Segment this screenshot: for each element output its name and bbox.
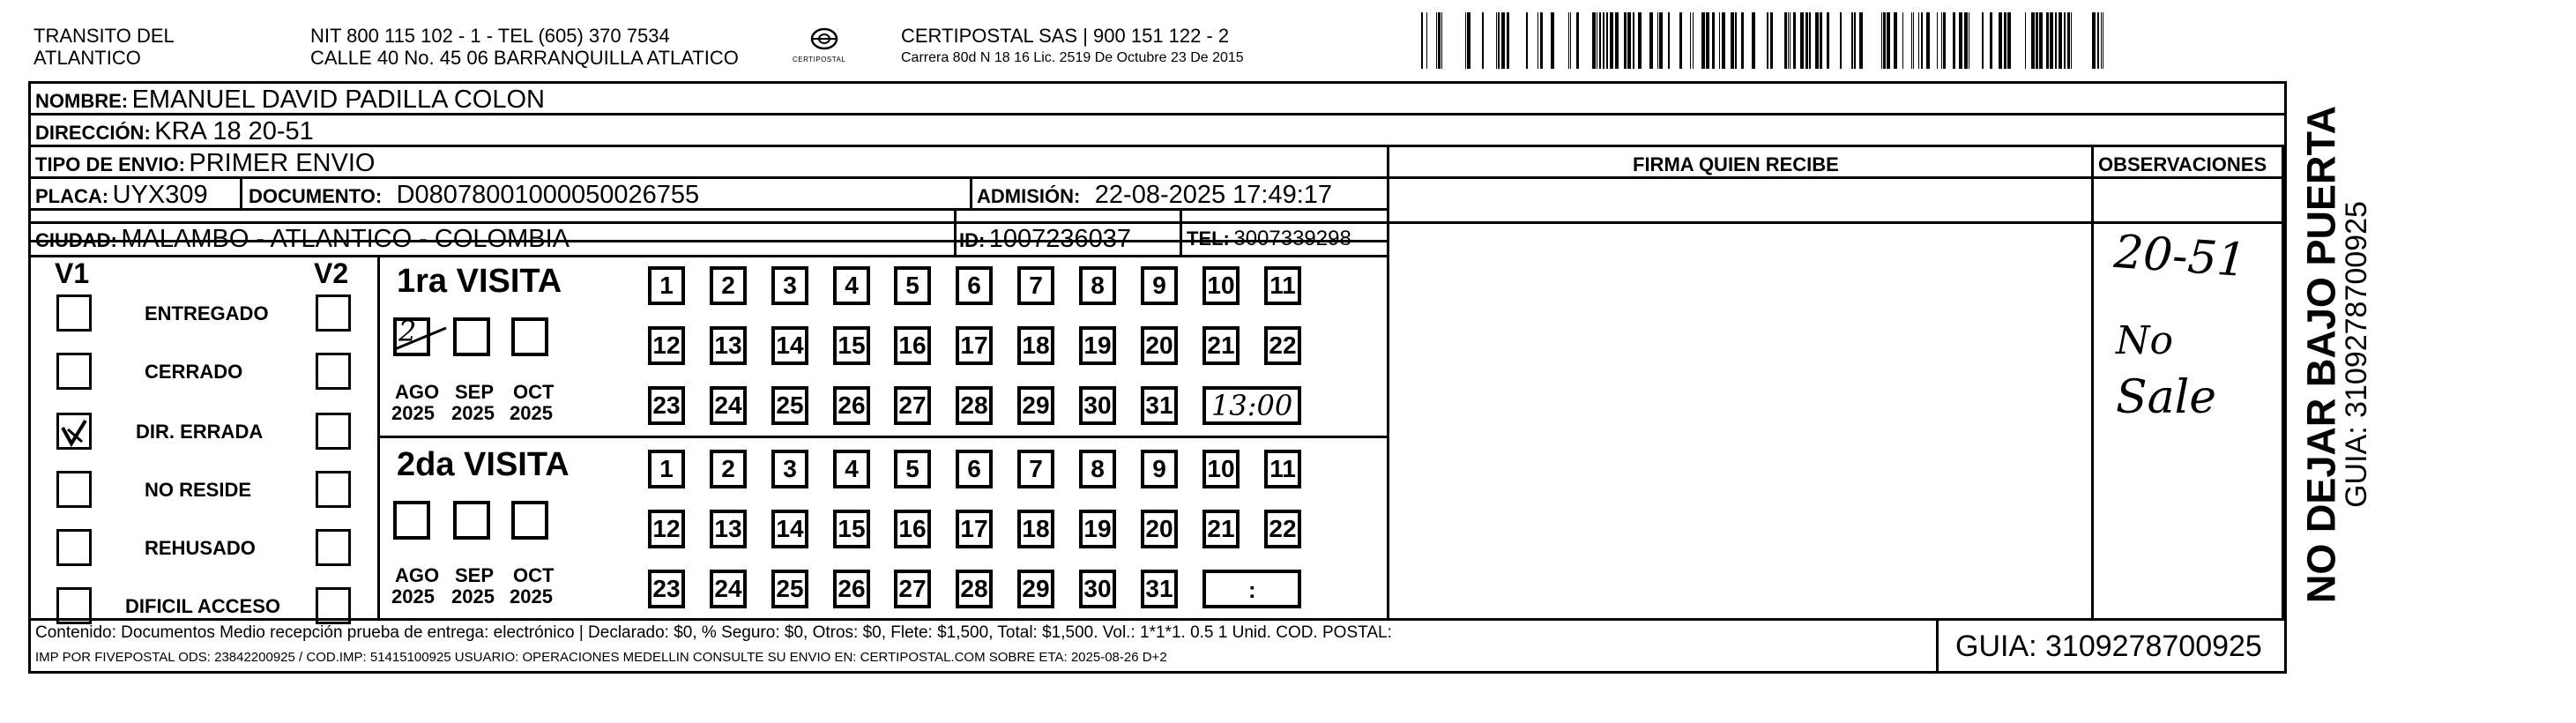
tel-value: 3007339298 bbox=[1233, 227, 1351, 250]
day-box: 27 bbox=[894, 570, 931, 608]
v1-label: V1 bbox=[55, 257, 90, 289]
day-box: 19 bbox=[1079, 326, 1116, 365]
day-box: 26 bbox=[833, 386, 870, 425]
month-name: AGO bbox=[395, 564, 440, 586]
month-name: SEP bbox=[455, 381, 495, 403]
day-box: 20 bbox=[1141, 510, 1178, 548]
day-box: 28 bbox=[956, 570, 993, 608]
document-value: D08078001000050026755 bbox=[396, 181, 700, 209]
day-box: 2 bbox=[710, 266, 747, 305]
admission-label: ADMISIÓN: bbox=[977, 185, 1081, 207]
v2-checkbox bbox=[316, 587, 351, 624]
day-box: 1 bbox=[648, 450, 685, 488]
logo-caption: CERTIPOSTAL bbox=[793, 56, 846, 63]
v2-checkbox bbox=[316, 294, 351, 332]
document-label: DOCUMENTO: bbox=[249, 185, 383, 207]
status-label: DIFICIL ACCESO bbox=[125, 595, 281, 617]
day-box: 3 bbox=[771, 450, 808, 488]
day-box: 18 bbox=[1017, 510, 1054, 548]
id-value: 1007236037 bbox=[988, 225, 1132, 253]
second-visit-title: 2da VISITA bbox=[397, 446, 570, 483]
signature-header: FIRMA QUIEN RECIBE bbox=[1633, 153, 1839, 175]
day-box: 24 bbox=[710, 386, 747, 425]
day-box: 8 bbox=[1079, 266, 1116, 305]
month-checkbox bbox=[453, 501, 490, 540]
month-name: OCT bbox=[513, 381, 555, 403]
time-placeholder: : bbox=[1248, 577, 1256, 603]
first-visit-title: 1ra VISITA bbox=[397, 263, 562, 300]
status-label: DIR. ERRADA bbox=[136, 421, 264, 443]
day-box: 23 bbox=[648, 386, 685, 425]
day-box: 13 bbox=[710, 510, 747, 548]
day-box: 14 bbox=[771, 326, 808, 365]
day-box: 7 bbox=[1017, 266, 1054, 305]
org-address: CALLE 40 No. 45 06 BARRANQUILLA ATLATICO bbox=[310, 47, 739, 69]
month-checkbox bbox=[453, 317, 490, 356]
name-label: NOMBRE: bbox=[35, 90, 129, 112]
side-text-block bbox=[2282, 105, 2379, 604]
day-box: 11 bbox=[1264, 266, 1301, 305]
day-box: 14 bbox=[771, 510, 808, 548]
day-box: 19 bbox=[1079, 510, 1116, 548]
day-box: 18 bbox=[1017, 326, 1054, 365]
org-name-line1: TRANSITO DEL bbox=[34, 25, 175, 47]
day-box: 29 bbox=[1017, 570, 1054, 608]
day-box: 15 bbox=[833, 326, 870, 365]
month-year: 2025 bbox=[451, 585, 495, 607]
barcode bbox=[1421, 12, 2109, 69]
no-dejar-warning: NO DEJAR BAJO PUERTA bbox=[2298, 105, 2344, 604]
month-year: 2025 bbox=[510, 585, 553, 607]
day-box: 30 bbox=[1079, 386, 1116, 425]
day-box: 6 bbox=[956, 266, 993, 305]
observation-line-3: Sale bbox=[2116, 371, 2217, 424]
day-box: 3 bbox=[771, 266, 808, 305]
day-box: 22 bbox=[1264, 326, 1301, 365]
v2-checkbox bbox=[316, 529, 351, 566]
visit-time: 13:00 bbox=[1211, 389, 1293, 422]
v2-checkbox bbox=[316, 471, 351, 508]
city-value: MALAMBO - ATLANTICO - COLOMBIA bbox=[121, 225, 570, 253]
v2-label: V2 bbox=[314, 257, 349, 289]
day-box: 25 bbox=[771, 570, 808, 608]
day-box: 21 bbox=[1202, 326, 1240, 365]
day-box: 10 bbox=[1202, 450, 1240, 488]
status-label: NO RESIDE bbox=[145, 479, 252, 501]
month-year: 2025 bbox=[510, 402, 553, 424]
shipment-type-label: TIPO DE ENVIO: bbox=[35, 153, 185, 175]
day-box: 5 bbox=[894, 450, 931, 488]
day-box: 26 bbox=[833, 570, 870, 608]
org-nit: NIT 800 115 102 - 1 - TEL (605) 370 7534 bbox=[310, 25, 670, 47]
day-box: 15 bbox=[833, 510, 870, 548]
org-name-line2: ATLANTICO bbox=[34, 47, 141, 69]
v1-checkbox bbox=[56, 413, 92, 450]
month-year: 2025 bbox=[451, 402, 495, 424]
day-box: 12 bbox=[648, 510, 685, 548]
month-year: 2025 bbox=[391, 402, 435, 424]
observation-line-1: 20-51 bbox=[2112, 225, 2248, 288]
month-name: OCT bbox=[513, 564, 555, 586]
admission-value: 22-08-2025 17:49:17 bbox=[1094, 181, 1333, 209]
day-box: 2 bbox=[710, 450, 747, 488]
courier-name: CERTIPOSTAL SAS | 900 151 122 - 2 bbox=[901, 25, 1230, 47]
day-box: 20 bbox=[1141, 326, 1178, 365]
month-mark-digit: 2 bbox=[398, 315, 417, 348]
month-checkbox bbox=[511, 317, 548, 356]
day-box: 8 bbox=[1079, 450, 1116, 488]
day-box: 16 bbox=[894, 510, 931, 548]
address-label: DIRECCIÓN: bbox=[35, 122, 151, 144]
day-box: 22 bbox=[1264, 510, 1301, 548]
day-box: 29 bbox=[1017, 386, 1054, 425]
day-box: 17 bbox=[956, 326, 993, 365]
time-box bbox=[1202, 570, 1301, 608]
month-checkbox bbox=[393, 317, 430, 356]
status-label: ENTREGADO bbox=[145, 302, 269, 324]
shipment-type: PRIMER ENVIO bbox=[189, 149, 376, 177]
footer-content: Contenido: Documentos Medio recepción prueba de entrega: electrónico | Declarado: $0, % Seguro: $0, Otros: $0, Flete: $1,500, Total: $1,500. Vol.: 1*1*1. 0.5 1 Unid. COD. POSTAL: bbox=[35, 623, 1392, 642]
day-box: 9 bbox=[1141, 450, 1178, 488]
day-box: 12 bbox=[648, 326, 685, 365]
v1-checkbox bbox=[56, 294, 92, 332]
day-box: 25 bbox=[771, 386, 808, 425]
certipostal-logo bbox=[789, 23, 860, 69]
status-label: REHUSADO bbox=[145, 537, 256, 559]
tel-label: TEL: bbox=[1187, 227, 1230, 250]
v1-checkbox bbox=[56, 587, 92, 624]
observations-header: OBSERVACIONES bbox=[2098, 153, 2267, 175]
recipient-name: EMANUEL DAVID PADILLA COLON bbox=[131, 86, 545, 114]
day-box: 24 bbox=[710, 570, 747, 608]
day-box: 31 bbox=[1141, 386, 1178, 425]
day-box: 4 bbox=[833, 266, 870, 305]
day-box: 28 bbox=[956, 386, 993, 425]
day-box: 11 bbox=[1264, 450, 1301, 488]
month-year: 2025 bbox=[391, 585, 435, 607]
status-label: CERRADO bbox=[145, 361, 243, 383]
plate-label: PLACA: bbox=[35, 185, 109, 207]
day-box: 27 bbox=[894, 386, 931, 425]
recipient-address: KRA 18 20-51 bbox=[154, 117, 314, 145]
day-box: 9 bbox=[1141, 266, 1178, 305]
day-box: 16 bbox=[894, 326, 931, 365]
v1-checkbox bbox=[56, 529, 92, 566]
day-box: 31 bbox=[1141, 570, 1178, 608]
day-box: 17 bbox=[956, 510, 993, 548]
day-box: 23 bbox=[648, 570, 685, 608]
side-guia: GUIA: 3109278700925 bbox=[2340, 201, 2373, 508]
day-box: 4 bbox=[833, 450, 870, 488]
day-box: 6 bbox=[956, 450, 993, 488]
day-box: 1 bbox=[648, 266, 685, 305]
month-checkbox bbox=[511, 501, 548, 540]
day-box: 30 bbox=[1079, 570, 1116, 608]
observation-line-2: No bbox=[2116, 318, 2173, 363]
v1-checkbox bbox=[56, 471, 92, 508]
plate-value: UYX309 bbox=[112, 181, 208, 209]
month-name: AGO bbox=[395, 381, 440, 403]
day-box: 10 bbox=[1202, 266, 1240, 305]
month-name: SEP bbox=[455, 564, 495, 586]
time-box bbox=[1202, 386, 1301, 425]
courier-address: Carrera 80d N 18 16 Lic. 2519 De Octubre 23 De 2015 bbox=[901, 50, 1244, 65]
day-box: 13 bbox=[710, 326, 747, 365]
day-box: 21 bbox=[1202, 510, 1240, 548]
day-box: 7 bbox=[1017, 450, 1054, 488]
day-box: 5 bbox=[894, 266, 931, 305]
city-label: CIUDAD: bbox=[35, 229, 117, 251]
id-label: ID: bbox=[959, 229, 986, 251]
v2-checkbox bbox=[316, 413, 351, 450]
month-checkbox bbox=[393, 501, 430, 540]
v1-checkbox bbox=[56, 353, 92, 390]
footer-imp: IMP POR FIVEPOSTAL ODS: 23842200925 / COD.IMP: 51415100925 USUARIO: OPERACIONES MEDELLIN CONSULTE SU ENVIO EN: CERTIPOSTAL.COM SOBRE ETA: 2025-08-26 D+2 bbox=[35, 650, 1167, 665]
v2-checkbox bbox=[316, 353, 351, 390]
footer-guia: GUIA: 3109278700925 bbox=[1955, 630, 2262, 663]
